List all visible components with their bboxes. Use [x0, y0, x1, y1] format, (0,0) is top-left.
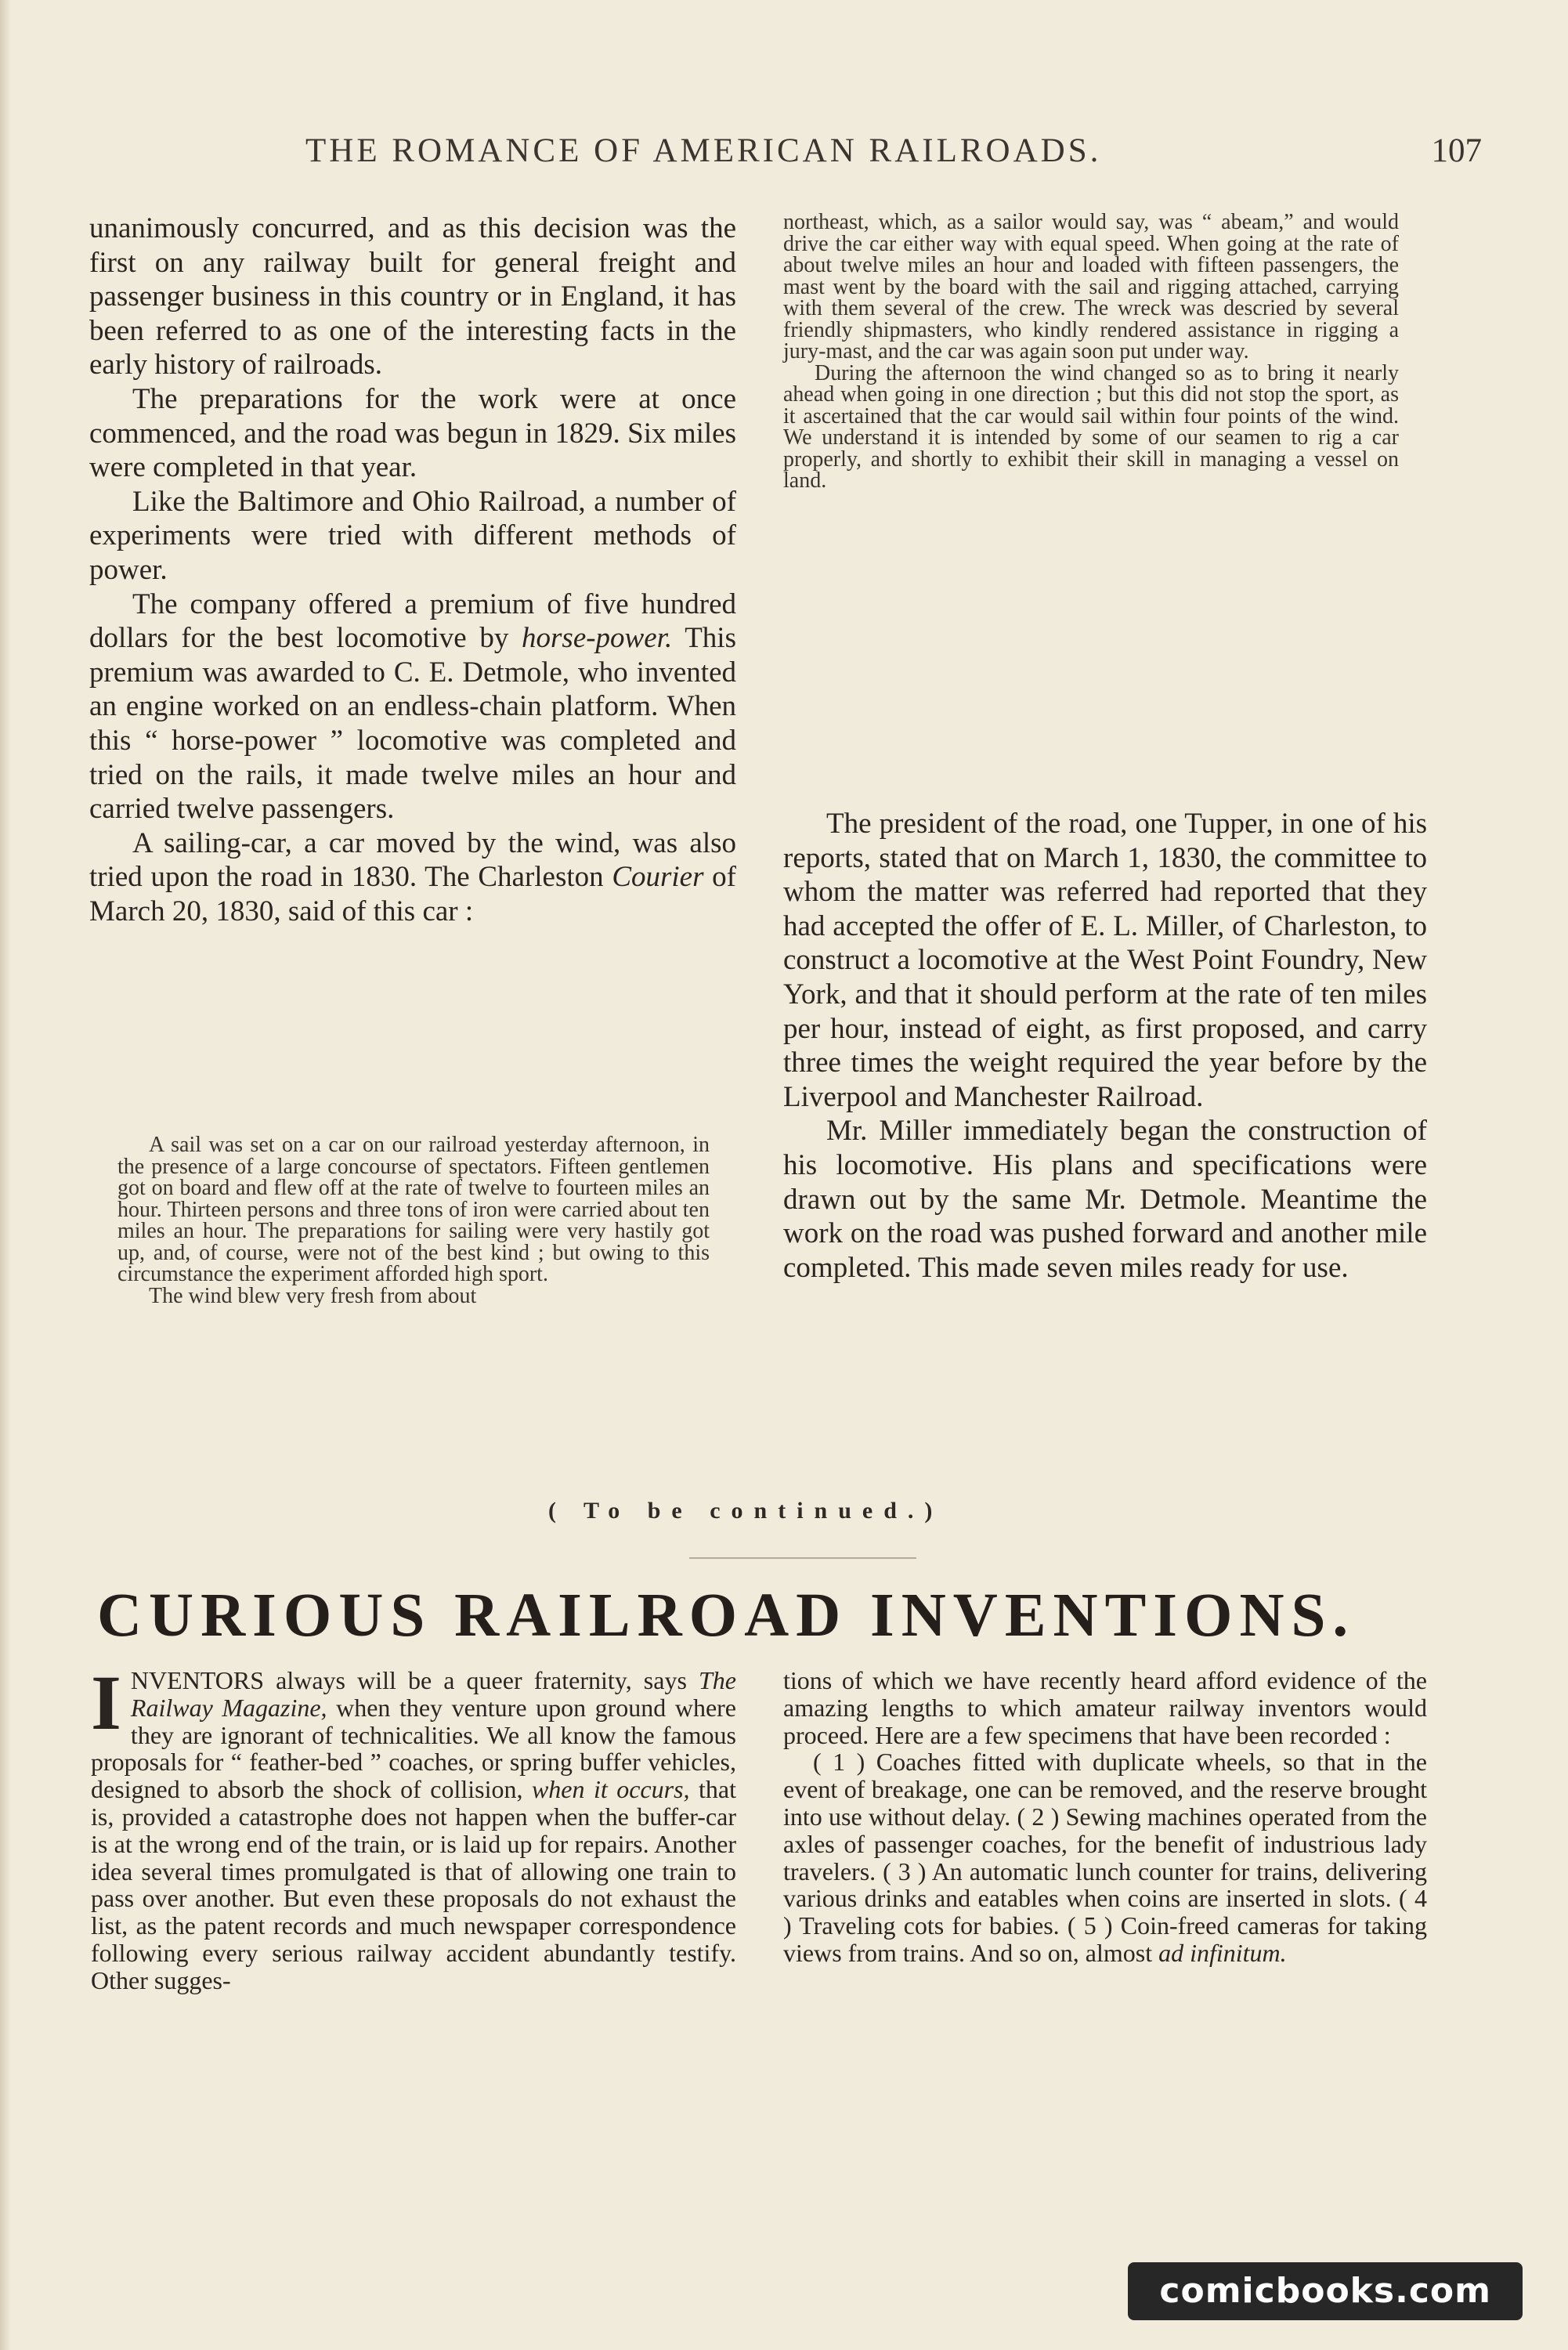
paragraph	[89, 826, 736, 929]
lead-in-caps: NVENTORS	[130, 1666, 265, 1694]
paragraph: Mr. Miller immediately began the construction of his locomotive. His plans and specifications were drawn out by the same Mr. Detmole. Meantime the work on the road was pushed forward and another mile completed. This made seven miles ready for use.	[783, 1115, 1427, 1284]
paragraph: unanimously concurred, and as this decision was the first on any railway built for general freight and passenger business in this country or in England, it has been referred to as one of the interesting facts in the early history of railroads.	[89, 212, 736, 381]
paragraph	[91, 1659, 737, 1994]
text-run: A sailing-car, a car moved by the wind, was also tried upon the road in 1830. The Charleston	[89, 826, 736, 894]
text-run: of March 20, 1830, said of this car :	[89, 861, 736, 927]
quote-paragraph: northeast, which, as a sailor would say, was “ abeam,” and would drive the car either way with equal speed. When going at the rate of about twelve miles an hour and loaded with fifteen passengers, the mast went by the board with the sail and rigging attached, carrying with them several of the crew. The wreck was descried by several friendly shipmasters, who kindly rendered assistance in rigging a jury-mast, and the car was again soon put under way.	[783, 210, 1399, 363]
page-edge	[0, 0, 11, 2350]
article-left-column	[91, 1659, 737, 1994]
italic-text: horse-power.	[522, 622, 673, 655]
article-headline: CURIOUS RAILROAD INVENTIONS.	[97, 1582, 1356, 1650]
running-title: THE ROMANCE OF AMERICAN RAILROADS.	[305, 132, 1102, 169]
italic-text: The Railway Magazine,	[130, 1666, 736, 1722]
quoted-article-right	[783, 212, 1399, 492]
paragraph: The preparations for the work were at once commenced, and the road was begun in 1829. Six miles were completed in that year.	[89, 382, 736, 484]
left-column	[89, 212, 736, 928]
to-be-continued: ( To be continued.)	[548, 1498, 944, 1524]
text-run: ( 1 ) Coaches fitted with duplicate wheels, so that in the event of breakage, one can be removed, and the reserve brought into use without delay. ( 2 ) Sewing machines operated from the axles of passenger coaches, for the benefit of industrious lady travelers. ( 3 ) An automatic lunch counter for trains, delivering various drinks and eatables when coins are inserted in slots. ( 4 ) Traveling cots for babies. ( 5 ) Coin-freed cameras for taking views from trains. And so on, almost	[783, 1748, 1427, 1967]
italic-text: ad infinitum.	[1158, 1938, 1287, 1967]
italic-text: when it occurs,	[531, 1775, 690, 1804]
watermark-logo: comicbooks.com	[1128, 2262, 1523, 2320]
paragraph	[783, 1748, 1427, 1966]
text-run: when they venture upon ground where they are ignorant of technicalities. We all know the famous proposals for “ feather-bed ” coaches, or spring buffer vehicles, designed to absorb the shock of collision,	[91, 1693, 737, 1804]
quote-paragraph: A sail was set on a car on our railroad yesterday afternoon, in the presence of a large concourse of spectators. Fifteen gentlemen got on board and flew off at the rate of twelve to fourteen miles an hour. Thirteen persons and three tons of iron were carried about ten miles an hour. The preparations for sailing were very hastily got up, and, of course, were not of the best kind ; but owing to this circumstance the experiment afforded high sport.	[117, 1133, 710, 1286]
quoted-article-left	[117, 1134, 710, 1307]
running-head	[86, 132, 1482, 179]
quote-paragraph: During the afternoon the wind changed so as to bring it nearly ahead when going in one direction ; but this did not stop the sport, as it ascertained that the car would sail within four points of the wind. We understand it is intended by some of our seamen to rig a car properly, and shortly to exhibit their skill in managing a vessel on land.	[783, 360, 1399, 493]
text-run: The company offered a premium of five hundred dollars for the best locomotive by	[89, 588, 736, 655]
text-run: that is, provided a catastrophe does not happen when the buffer-car is at the wrong end of the train, or is laid up for repairs. Another idea several times promulgated is that of allowing one train to pass over another. But even these proposals do not exhaust the list, as the patent records and much newspaper correspondence following every serious railway accident abundantly testify. Other sugges-	[91, 1775, 737, 1994]
italic-text: Courier	[612, 861, 704, 894]
paragraph: tions of which we have recently heard afford evidence of the amazing lengths to which amateur railway inventors would proceed. Here are a few specimens that have been recorded :	[783, 1666, 1427, 1749]
right-column	[783, 807, 1427, 1285]
drop-cap: I	[91, 1659, 121, 1746]
quote-paragraph: The wind blew very fresh from about	[149, 1283, 477, 1308]
paragraph: The president of the road, one Tupper, in one of his reports, stated that on March 1, 1830, the committee to whom the matter was referred had reported that they had accepted the offer of E. L. Miller, of Charleston, to construct a locomotive at the West Point Foundry, New York, and that it should perform at the rate of ten miles per hour, instead of eight, as first proposed, and carry three times the weight required the year before by the Liverpool and Manchester Railroad.	[783, 808, 1427, 1113]
text-run: This premium was awarded to C. E. Detmole, who invented an engine worked on an endless-chain platform. When this “ horse-power ” locomotive was completed and tried on the rails, it made twelve miles an hour and carried twelve passengers.	[89, 622, 736, 826]
paragraph: Like the Baltimore and Ohio Railroad, a number of experiments were tried with different methods of power.	[89, 485, 736, 586]
text-run: always will be a queer fraternity, says	[264, 1666, 699, 1694]
section-divider	[689, 1557, 916, 1559]
article-right-column	[783, 1667, 1427, 1967]
page-number: 107	[1431, 132, 1482, 169]
paragraph	[89, 588, 736, 826]
